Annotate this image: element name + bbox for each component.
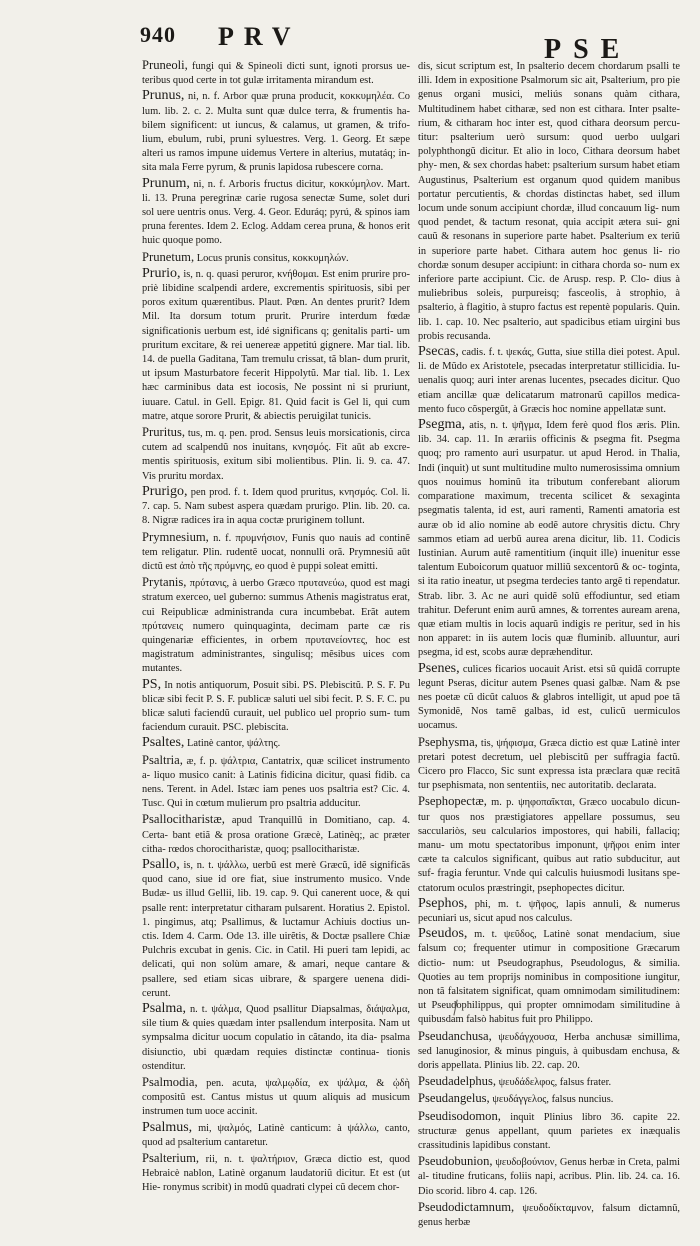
dictionary-entry bbox=[418, 345, 680, 417]
entry-definition: dis, sicut scriptum est, In psalterio decem chordarum psalli te illi. Idem in expositione Psalmorum sic ait, Psalterium, pro pie genus organi musici, meliús sonans quàm cithara, Multitudinem habet citharæ, sed non est cithara. Inter psalte- rium, & citharam hoc inter est, quod cithara deorsum percu- titur: psalterium uerò sursum: quod uerbo uulgari polyphthongũ dicitur. Et alio in loco, Cithara deorsum habet phy- men, & sex chordas habet: psalterium sursum habet etiam Augustinus, Psalterium est organum quod quidem manibus portatur percutientis, & chordas distinctas habet, sed illum locum unde sonum accipiunt chordæ, illud concauum lig- num quod pendet, & tactum resonat, quia accipit ætera sui- gni cauũ & resonans in superiore parte habet. Psalterium ex teriũ in superiore parte habet. Cithara autem hoc genus li- rio chordæ sonum desuper accipiunt: in cithara chorda so- num ex inferiore parte accipiunt. Cic. de Arusp. resp. P. Clo- dius à muliebribus soleis, purpureisq; fasceolis, à strophio, à psalterio, à flagitio, à stupro factus est repentè popularis. Quin. lib. 1. cap. 10. Nec psalterio, aut spadicibus etiam uirgini bus probis recusanda. bbox=[418, 61, 681, 342]
dictionary-entry bbox=[418, 662, 680, 734]
entry-headword: Psephopectæ, bbox=[418, 794, 487, 809]
entry-headword: Pseudobunion, bbox=[418, 1154, 493, 1169]
dictionary-entry bbox=[142, 58, 410, 88]
entry-definition: mi, ψαλμός, Latinè canticum: à ψάλλω, canto, quod ad psalterium cantaretur. bbox=[142, 1122, 410, 1148]
dictionary-entry bbox=[418, 60, 680, 344]
entry-definition: culices ficarios uocauit Arist. etsi sũ quidã corrupte legunt Pseras, dicitur autem Psenes quasi galbæ. Nam & pse nes poetæ cũ dicũt caluos & glabros intelligit, ut apud poe tã Symonidẽ, Nos tamẽ galbas, id est, culicũ uermiculos uocamus. bbox=[418, 663, 680, 732]
dictionary-entry bbox=[418, 1154, 680, 1199]
dictionary-entry bbox=[142, 267, 410, 424]
entry-headword: Psallo, bbox=[142, 856, 180, 872]
entry-definition: πρύτανις, à uerbo Græco πρυτανεύω, quod est magi stratum exerceo, uel guberno: summus Athenis magistratus erat, cui Reipublicæ administranda cura incumbebat. Erãt autem πρύτανεις numero quinquaginta, decimam parte cæ ris quingenariæ efficientes, in orbem πρυτανείοντες, hoc est magistratum administrantes, singulisq; mẽsibus uices com mutantes. bbox=[142, 578, 410, 675]
dictionary-entry bbox=[142, 1002, 410, 1074]
entry-headword: Psalterium, bbox=[142, 1151, 200, 1166]
dictionary-entry bbox=[142, 1151, 410, 1196]
entry-definition: is, n. t. ψάλλω, uerbũ est merè Græcũ, idẽ significãs quod cano, siue id ore fiat, siue instrumento musico. Vnde Budæ- us illud Gellii, lib. 19. cap. 9. Qui canerent uoce, & qui psalle rent: interpretatur citharam pulsarent. Horatius 2. Epistol. 1. pingimus, atq; Psallimus, & luctamur Achiuis doctius un- ctis. Idem 4. Carm. Ode 13. ille uirẽtis, & Doctæ psallere Chiæ Pulchris excubat in genis. Cic. in Catil. Hi pueri tam lepidi, ac delicati, qui non solùm amare, & amari, neque cantare & psallere, sed etiam sicas uibrare, & spargere uenena didi- cerunt. bbox=[142, 859, 410, 999]
dictionary-entry bbox=[142, 753, 410, 812]
dictionary-entry bbox=[418, 1029, 680, 1074]
dictionary-entry bbox=[418, 1109, 680, 1154]
entry-headword: Prymnesium, bbox=[142, 529, 209, 544]
entry-definition: ψευδάγγελος, falsus nuncius. bbox=[492, 1094, 614, 1106]
entry-headword: Prunetum, bbox=[142, 249, 195, 264]
right-column bbox=[418, 60, 680, 1231]
entry-definition: inquit Plinius libro 36. capite 22. structuræ genus appellant, quum parietes ex inæqualis crassitudinis lapidibus constant. bbox=[418, 1111, 680, 1152]
running-head-left: PRV bbox=[218, 22, 301, 51]
entry-headword: Pruritus, bbox=[142, 425, 186, 440]
entry-headword: Prunum, bbox=[142, 175, 190, 191]
entry-definition: apud Tranquillũ in Domitiano, cap. 4. Certa- bant etiã & prosa oratione Græcè, Latinèq;, ac præter citha- rœdos chorocitharistæ, quoq; psallocitharistæ. bbox=[142, 815, 410, 855]
entry-definition: ψευδάδελφος, falsus frater. bbox=[498, 1077, 612, 1089]
entry-headword: Pseudangelus, bbox=[418, 1091, 490, 1106]
entry-definition: n. t. ψάλμα, Quod psallitur Diapsalmas, διάψαλμα, sile tium & quies quædam inter psallendum interposita. Nam ut sympsalma dicitur uocum copulatio in cãtando, ita dia- psalma disiunctio, ubi quædam requies distinctæ continua- tionis ostenditur. bbox=[142, 1004, 410, 1072]
entry-definition: is, n. q. quasi peruror, κνήθομαι. Est enim prurire pro- priè libidine scalpendi ardere, excrementis spirituosis, sibi per poros exitum quærentibus. Plaut. Pœn. An dentes prurit? Idem Mil. Ita dorsum totum prurit. Prurire interdum fœdæ significationis uerbum est, idé significans q; genitalis parti- um pruritum excitare, & rei uenereæ appetitú gignere. Mar tial. lib. 14. de puella Gaditana, Tam tremulu crissat, tã blan- dum prurit, ut ipsum Masturbatore fecerit Hippolytũ. Mar tial. lib. 1. Lex hæc carminibus data est iocosis, Ne possint ni si pruriunt, iuuare. Catul. in Gell. Epigr. 81. Quid facit is Gel li, qui cum matre, atque sorore Prurit, & abiectis peruigilat tunicis. bbox=[142, 268, 410, 422]
entry-headword: Prurio, bbox=[142, 265, 181, 281]
entry-headword: Pseudanchusa, bbox=[418, 1028, 492, 1043]
entry-headword: Psalmodia, bbox=[142, 1075, 198, 1090]
entry-headword: Prunus, bbox=[142, 88, 185, 104]
dictionary-entry bbox=[142, 425, 410, 484]
dictionary-entry bbox=[418, 1200, 680, 1230]
entry-headword: Psenes, bbox=[418, 660, 460, 676]
dictionary-entry bbox=[142, 858, 410, 1001]
dictionary-entry bbox=[142, 250, 410, 266]
entry-headword: Prurigo, bbox=[142, 483, 188, 499]
dictionary-entry bbox=[418, 1074, 680, 1090]
entry-definition: ψευδάγχουσα, Herba anchusæ simillima, sed lanuginosior, & minus pinguis, à quibusdam enchusa, & doris appellata. Plinius lib. 22. cap. 20. bbox=[418, 1031, 680, 1072]
entry-definition: æ, f. p. ψάλτρια, Cantatrix, quæ scilicet instrumento a- liquo musico canit: à Latinis fidicina dicitur, quasi fidib. ca nens. Terent. in Adel. Istæc iam penes uos psaltria est? Cic. 4. Tusc. Qui in cœtum mulierum pro psaltria adducitur. bbox=[142, 755, 410, 810]
dictionary-entry bbox=[418, 1091, 680, 1107]
entry-definition: m. p. ψηφοπαῖκται, Græco uocabulo dicun- tur quos nos præstigiatores appellare possumus, seu sacculariòs, seu calcularios impostores, qui habili, fallaciq; manu- um motu spectatoribus imponunt, ψῆφοι enim inter cæte ta calculos significant, quibus aut ratio subducitur, aut suf- fragia feruntur. Vnde qui calculis huiusmodi lusitans spe- ctatorum oculos præstringit, psephopectes dicitur. bbox=[418, 797, 680, 894]
entry-definition: phi, m. t. ψῆφος, lapis annuli, & numerus pecuniari us, sicut apud nos calculus. bbox=[418, 898, 680, 924]
entry-headword: Pruneoli, bbox=[142, 58, 188, 72]
entry-definition: pen. acuta, ψαλμῳδία, ex ψάλμα, & ᾠδὴ compositũ est. Cantus mistus ut quum aliquis ad musicum instrumen tum uoce accinit. bbox=[142, 1078, 410, 1118]
running-head-right: PSE bbox=[544, 34, 632, 65]
entry-headword: Psallocitharistæ, bbox=[142, 812, 225, 827]
entry-headword: Psaltes, bbox=[142, 735, 185, 751]
dictionary-entry bbox=[418, 735, 680, 794]
dictionary-entry bbox=[142, 812, 410, 857]
entry-headword: Pseudisodomon, bbox=[418, 1108, 501, 1123]
entry-headword: Prytanis, bbox=[142, 575, 187, 590]
dictionary-entry bbox=[418, 794, 680, 895]
entry-headword: Psecas, bbox=[418, 344, 459, 360]
dictionary-entry bbox=[142, 89, 410, 175]
entry-headword: Psalmus, bbox=[142, 1119, 193, 1135]
entry-definition: fungi qui & Spineoli dicti sunt, ignoti prorsus ue- teribus quod certe in tot gulæ irritamenta mirandum est. bbox=[142, 61, 410, 87]
dictionary-entry bbox=[418, 897, 680, 926]
dictionary-entry bbox=[142, 575, 410, 676]
left-column bbox=[142, 58, 410, 1197]
entry-headword: Psephos, bbox=[418, 895, 468, 911]
entry-definition: n. f. πρυμνήσιον, Funis quo nauis ad continẽ tem religatur. Plin. rudentẽ uocat, nonnulli orã. Prymnesiũ aūt dictũ est ἀπὸ τῆς πρύμνης, eo quod è puppi soleat emitti. bbox=[142, 532, 410, 572]
page-number: 940 bbox=[140, 22, 176, 47]
dictionary-entry bbox=[142, 678, 410, 736]
entry-headword: Pseudos, bbox=[418, 926, 468, 942]
entry-definition: tis, ψήφισμα, Græca dictio est quæ Latinè inter pretari potest decretum, uel plebiscitũ per suffragia factũ. Cicero pro Flacco, Sic sunt expressa ista præclara quæ recitã tur psephismata, non sententiis, nec autoritatib. declarata. bbox=[418, 737, 680, 792]
entry-definition: pen prod. f. t. Idem quod pruritus, κνησμός. Col. li. 7. cap. 5. Nam subest aspera quædam prurigo. Plin. lib. 20. ca. 8. Nigræ radices ira in aqua coctæ pruriginem tollunt. bbox=[142, 486, 410, 527]
entry-headword: Psaltria, bbox=[142, 752, 183, 767]
entry-definition: ψευδοβούνιον, Genus herbæ in Creta, palmi al- titudine fruticans, foliis napi, acribus. Plin. lib. 24. ca. 16. Dio scorid. libro 4. cap. 126. bbox=[418, 1157, 680, 1197]
entry-headword: Pseudodictamnum, bbox=[418, 1199, 515, 1214]
entry-definition: atis, n. t. ψῆγμα, Idem ferè quod flos æris. Plin. lib. 34. cap. 11. In ærariis officinis & psegma fit. Psegma quoq; pro ramento auri usurpatur. ut apud Herod. in Thalia, Indi (inquit) ut sunt multitudine multo numerosissima omnium quos nouimus hominũ ita tributum conferebant aliorum comparatione maximum, trecenta scilicet & sexaginta psegmatis talenta, id est, auri ramenti, Ramenti amatoria est auræ ob id alio nomine ab eodẽ autore chrysitis dictu. Chry sammos etiam ad uerbũ aurea arena dicitur, lib. 11. Codicis Iustinian. Aurum autẽ ramentitium (inquit ille) inuenitur esse talentum Euboicorum quatuor milliũ sexcentorũ & oc- toginta, si ita ratio ineatur, ut psegma terdecies tanto argẽ ti rependatur. Strab. libr. 3. Ac ne auri quidẽ solũ effodiuntur, sed etiam trahitur. Deferunt enim aurũ amnes, & torrentes auream arena, quæ etiam multis in locis aquarũ indigis re peritur, sed in his non apparet: in iis autem locis quæ fluminib. alluuntur, auri psegma, id est, scobs auræ depræhenditur. bbox=[418, 420, 680, 659]
dictionary-entry bbox=[142, 177, 410, 249]
entry-headword: Psegma, bbox=[418, 417, 466, 433]
dictionary-entry bbox=[142, 736, 410, 751]
entry-definition: ψευδοδίκταμνον, falsum dictamnũ, genus herbæ bbox=[418, 1202, 680, 1229]
entry-definition: m. t. ψεῦδος, Latinè sonat mendacium, siue falsum co; frequenter utimur in compositione Græcarum dictio- num: ut Pseudographus, Pseudologus, & similia. Quoties au tem proprijs nominibus in compositione iungitur, non tã falsitatem significat, quam omnimodam similitudinem: ut Pseudophilippus, qui propter omnimodam similitudine à quibusdam falsò habitus fuit pro Philippo. bbox=[418, 929, 680, 1026]
dictionary-entry bbox=[142, 530, 410, 575]
entry-definition: Latinè cantor, ψάλτης. bbox=[187, 738, 281, 750]
dictionary-entry bbox=[142, 1121, 410, 1150]
entry-headword: Pseudadelphus, bbox=[418, 1074, 497, 1089]
entry-definition: cadis. f. t. ψεκάς, Gutta, siue stilla diei potest. Apul. li. de Mũdo ex Aristotele, psecadas interpretatur stillicidia. Iu- uenalis quoq; auri inter arenas lucentes, psecades dicitur. Quo etiam ancillæ quæ delicatarum matronarũ capillos medica- mento fuco cõspergũt, à Græcis hoc nomine appellatæ sunt. bbox=[418, 347, 680, 415]
entry-definition: tus, m. q. pen. prod. Sensus leuis morsicationis, circa cutem ad scalpendũ nos inuitans, κνησμός. Fit aūt ab excre- mentis spirituosis, exitum sibi molientibus. Plin. li. 9. ca. 47. Vis pruritu mordax. bbox=[142, 428, 410, 482]
entry-definition: rii, n. t. ψαλτήριον, Græca dictio est, quod Hebraicè nablon, Latinè organum laudatoriũ dicitur. Et est (ut Hie- ronymus scribit) in modũ quadrati clypei cũ decem chor- bbox=[142, 1154, 410, 1194]
entry-headword: PS, bbox=[142, 676, 162, 692]
dictionary-entry bbox=[142, 1075, 410, 1120]
entry-definition: ni, n. f. Arbor quæ pruna producit, κοκκυμηλέα. Co lum. lib. 2. c. 2. Multa sunt quæ dulce terra, & frumentis ha- bilem significent: ut iuncus, & calamus, ut gramen, & trifo- lium, ebulum, rubi, pruni syluestres. Verg. 1. Georg. Et sæpe alteri us ramos impune uidemus Vertere in alterius, mutatáq; in- sita mala Ferre pyrum, & prunis lapidosa rubescere corna. bbox=[142, 91, 410, 174]
entry-headword: Psalma, bbox=[142, 1001, 186, 1016]
entry-definition: Locus prunis consitus, κοκκυμηλών. bbox=[196, 252, 349, 264]
dictionary-entry bbox=[142, 485, 410, 529]
entry-definition: In notis antiquorum, Posuit sibi. PS. Plebiscitũ. P. S. F. Pu blicæ sibi fecit P. S. F. publicæ saluti uel sibi fecit. P. S. F. C. pu blicæ saluti faciendũ curauit, uel publico uel proprio sum- tum faciendum curauit. PSC. plebiscita. bbox=[142, 679, 410, 734]
entry-headword: Psephysma, bbox=[418, 734, 478, 749]
dictionary-entry bbox=[418, 418, 680, 660]
entry-definition: ni, n. f. Arboris fructus dicitur, κοκκύμηλον. Mart. li. 13. Pruna peregrinæ carie rugosa senectæ Sume, solet duri sol uere uentris onus. Verg. 4. Geor. Eduráq; pyrú, & spinos iam pruna ferentes. Idem 2. Eclog. Addam cerea pruna, & honos erit huic quoque pomo. bbox=[142, 178, 410, 247]
